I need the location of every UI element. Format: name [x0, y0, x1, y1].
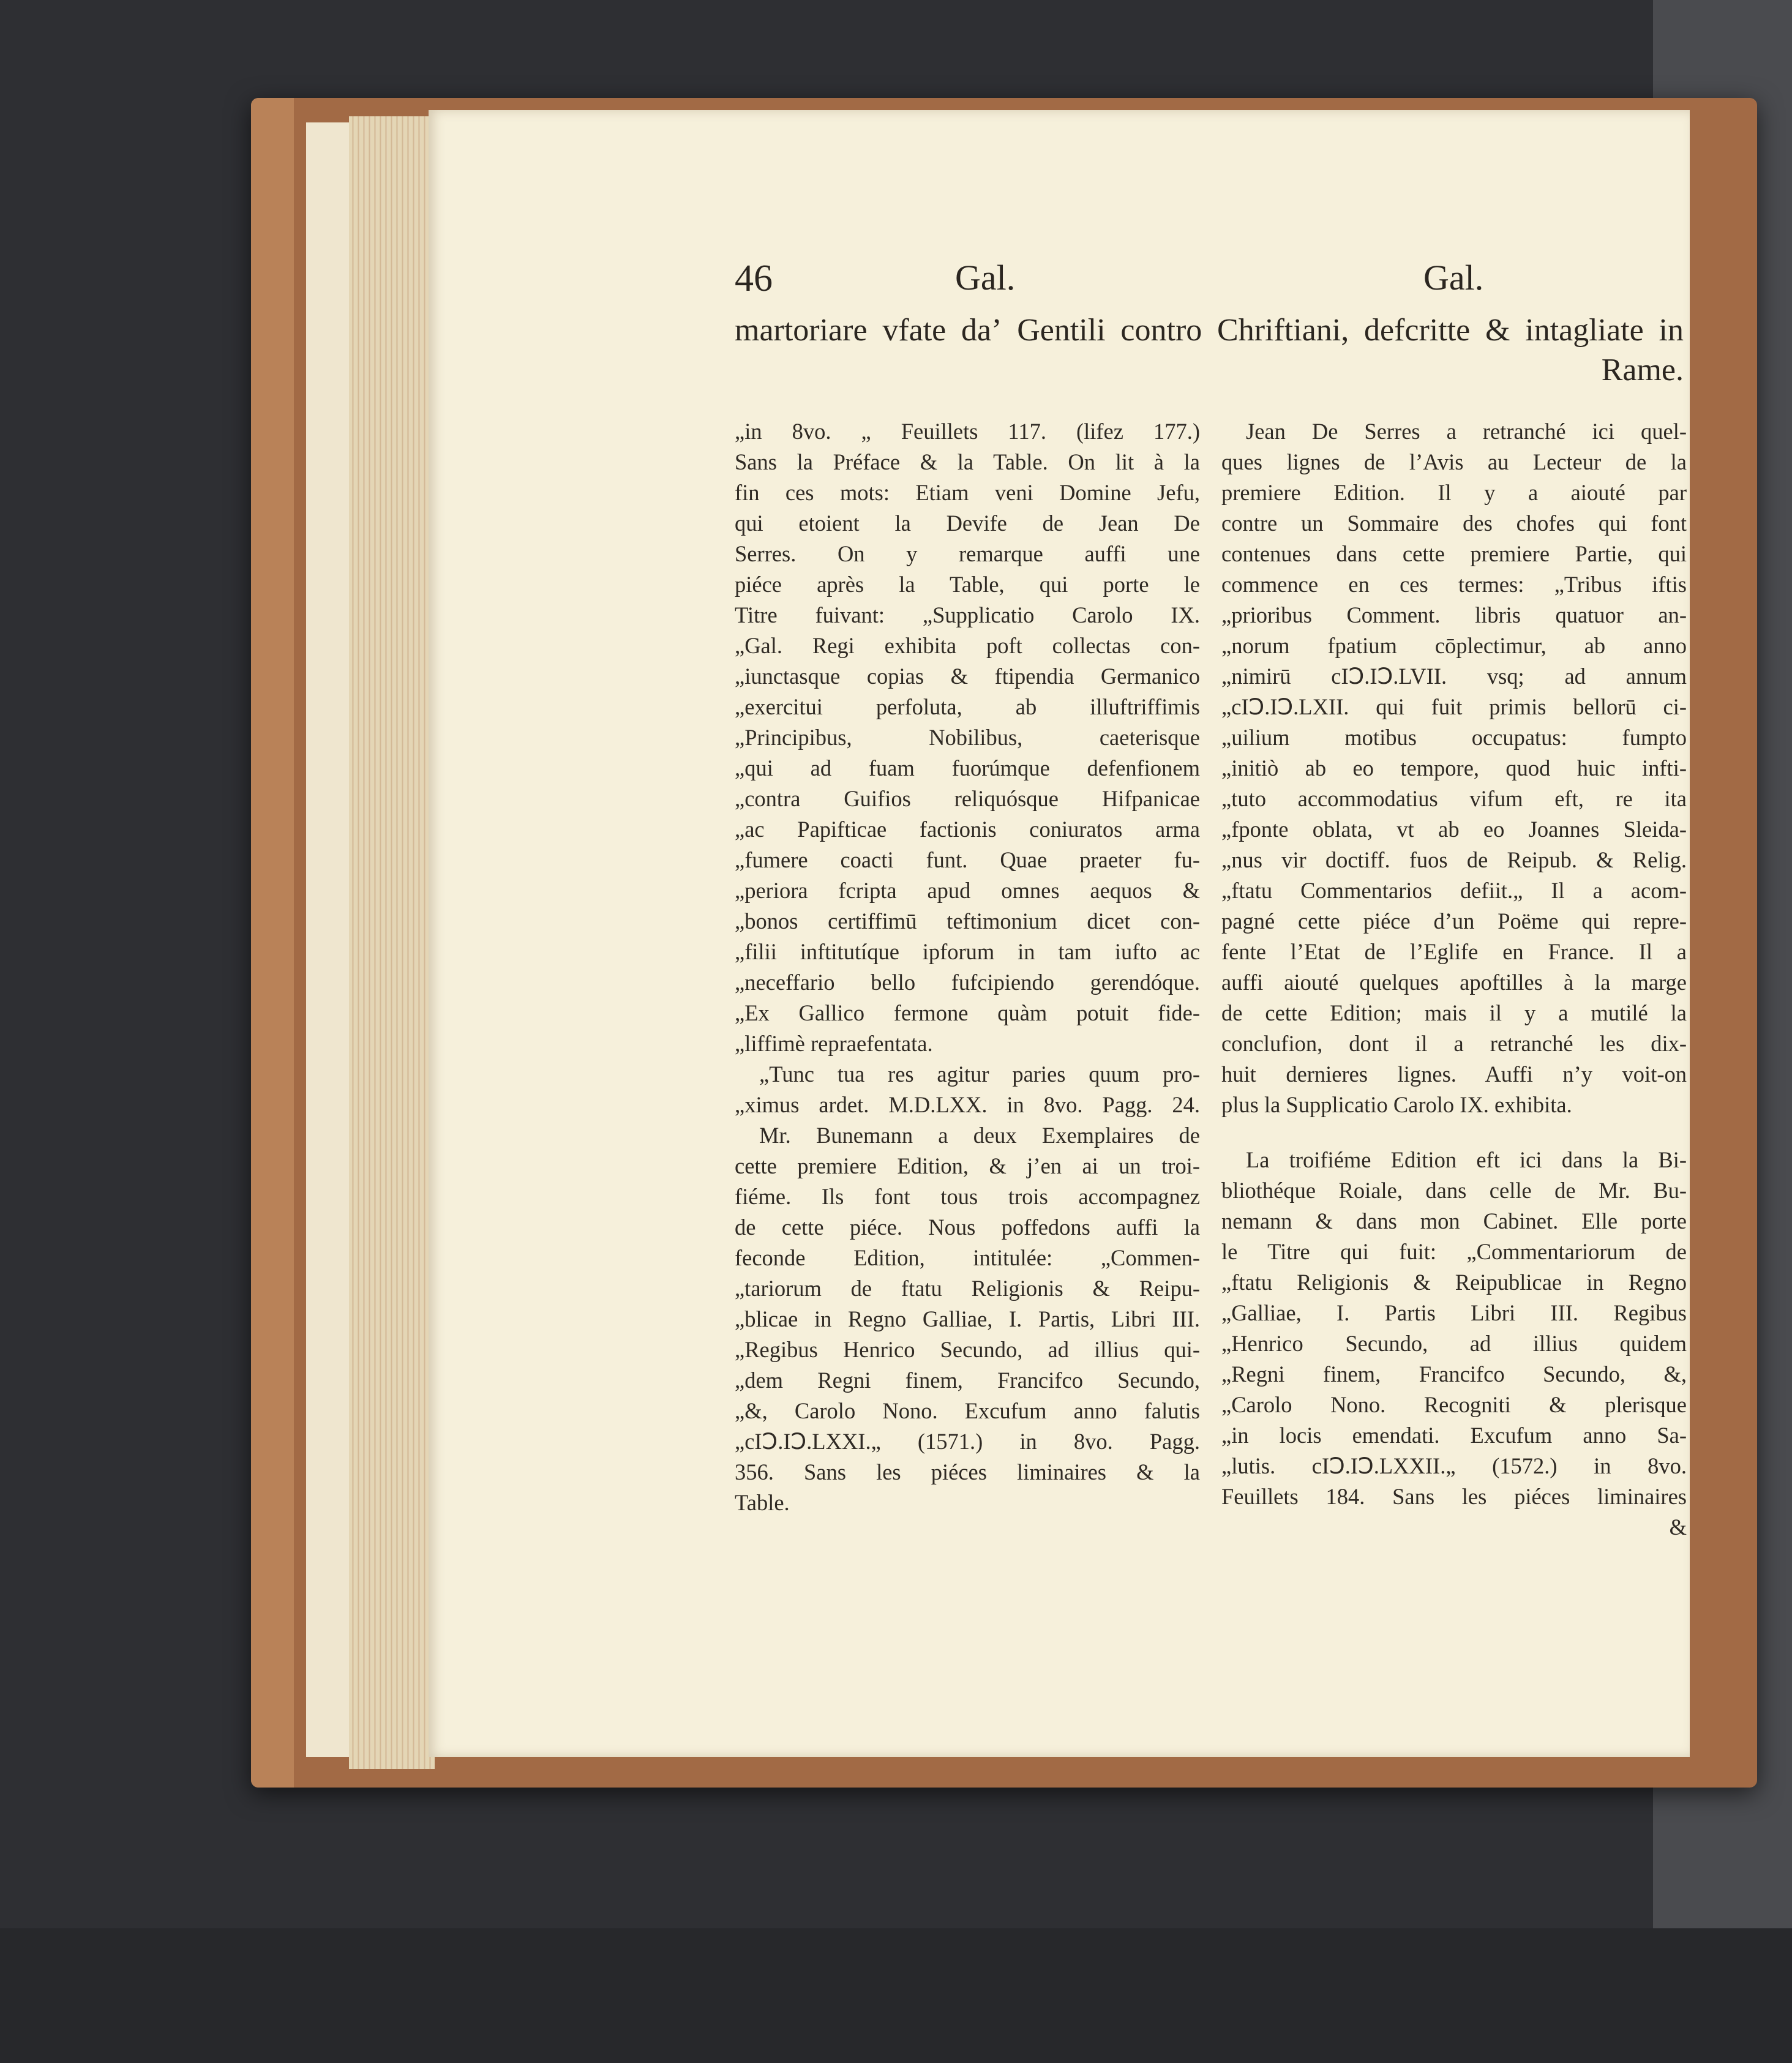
text-line: „qui ad fuam fuorúmque defenfionem — [735, 755, 1200, 781]
title-word: intagliate — [1525, 313, 1644, 348]
text-line: nemann & dans mon Cabinet. Elle porte — [1221, 1208, 1687, 1234]
text-line: fiéme. Ils font tous trois accompagnez — [735, 1184, 1200, 1209]
text-line: „norum fpatium cōplectimur, ab anno — [1221, 633, 1687, 658]
text-line: Jean De Serres a retranché ici quel- — [1246, 419, 1687, 444]
text-line: bliothéque Roiale, dans celle de Mr. Bu- — [1221, 1178, 1687, 1203]
text-line: „tariorum de ftatu Religionis & Reipu- — [735, 1276, 1200, 1301]
page-number: 46 — [735, 258, 773, 299]
running-head-left: Gal. — [955, 258, 1016, 298]
text-line: „Tunc tua res agitur paries quum pro- — [759, 1061, 1200, 1087]
text-line: „initiò ab eo tempore, quod huic infti- — [1221, 755, 1687, 781]
text-line: „contra Guifios reliquósque Hifpanicae — [735, 786, 1200, 811]
title-word: contro — [1120, 313, 1202, 348]
text-line: „Principibus, Nobilibus, caeterisque — [735, 725, 1200, 750]
title-word: defcritte — [1364, 313, 1471, 348]
text-line: huit dernieres lignes. Auffi n’y voit-on — [1221, 1061, 1687, 1087]
text-line: „filii inftitutíque ipforum in tam iufto ac — [735, 939, 1200, 964]
text-line: Mr. Bunemann a deux Exemplaires de — [759, 1123, 1200, 1148]
text-line: pagné cette piéce d’un Poëme qui repre- — [1221, 908, 1687, 934]
text-line: „&, Carolo Nono. Excufum anno falutis — [735, 1398, 1200, 1423]
text-line: 356. Sans les piéces liminaires & la — [735, 1459, 1200, 1485]
text-line: „Regni finem, Francifco Secundo, &, — [1221, 1361, 1687, 1387]
text-line: „iunctasque copias & ftipendia Germanico — [735, 664, 1200, 689]
text-line: „cIↃ.IↃ.LXXI.„ (1571.) in 8vo. Pagg. — [735, 1429, 1200, 1454]
text-line: „fumere coacti funt. Quae praeter fu- — [735, 847, 1200, 872]
text-line: „ac Papifticae factionis coniuratos arma — [735, 817, 1200, 842]
text-line: Table. — [735, 1490, 790, 1515]
text-line: „in locis emendati. Excufum anno Sa- — [1221, 1423, 1687, 1448]
text-line: ques lignes de l’Avis au Lecteur de la — [1221, 449, 1687, 474]
title-word: Gentili — [1017, 313, 1106, 348]
title-word: martoriare — [735, 313, 868, 348]
text-line: „ftatu Religionis & Reipublicae in Regno — [1221, 1270, 1687, 1295]
text-line: „uilium motibus occupatus: fumpto — [1221, 725, 1687, 750]
text-line: contre un Sommaire des chofes qui font — [1221, 511, 1687, 536]
text-line: „in 8vo. „ Feuillets 117. (lifez 177.) — [735, 419, 1200, 444]
text-line: „prioribus Comment. libris quatuor an- — [1221, 602, 1687, 627]
running-head-right: Gal. — [1423, 258, 1484, 298]
text-line: „liffimè repraefentata. — [735, 1031, 933, 1056]
left-column — [735, 416, 1200, 1518]
text-line: conclufion, dont il a retranché les dix- — [1221, 1031, 1687, 1056]
text-line: „lutis. cIↃ.IↃ.LXXII.„ (1572.) in 8vo. — [1221, 1453, 1687, 1478]
text-line: & — [1669, 1514, 1687, 1540]
text-line: contenues dans cette premiere Partie, qui — [1221, 541, 1687, 566]
text-line: de cette Edition; mais il y a mutilé la — [1221, 1000, 1687, 1025]
text-line: „periora fcripta apud omnes aequos & — [735, 878, 1200, 903]
text-line: le Titre qui fuit: „Commentariorum de — [1221, 1239, 1687, 1264]
text-line: „nus vir doctiff. fuos de Reipub. & Relig. — [1221, 847, 1687, 872]
text-line: „Galliae, I. Partis Libri III. Regibus — [1221, 1300, 1687, 1325]
text-line: „nimirū cIↃ.IↃ.LVII. vsq; ad annum — [1221, 664, 1687, 689]
text-line: plus la Supplicatio Carolo IX. exhibita. — [1221, 1092, 1572, 1117]
title-word: vfate — [882, 313, 947, 348]
text-line: „fponte oblata, vt ab eo Joannes Sleida- — [1221, 817, 1687, 842]
text-line: Sans la Préface & la Table. On lit à la — [735, 449, 1200, 474]
text-line: „neceffario bello fufcipiendo gerendóque. — [735, 970, 1200, 995]
text-line: „Henrico Secundo, ad illius quidem — [1221, 1331, 1687, 1356]
text-line: „Carolo Nono. Recogniti & plerisque — [1221, 1392, 1687, 1417]
text-line: cette premiere Edition, & j’en ai un troi- — [735, 1153, 1200, 1178]
title-line-2: Rame. — [1601, 353, 1684, 388]
text-line: „Gal. Regi exhibita poft collectas con- — [735, 633, 1200, 658]
text-line: Feuillets 184. Sans les piéces liminaires — [1221, 1484, 1687, 1509]
text-line: „exercitui perfoluta, ab illuftriffimis — [735, 694, 1200, 719]
text-line: piéce après la Table, qui porte le — [735, 572, 1200, 597]
title-word: da’ — [961, 313, 1002, 348]
text-line: fin ces mots: Etiam veni Domine Jefu, — [735, 480, 1200, 505]
text-line: Serres. On y remarque auffi une — [735, 541, 1200, 566]
text-line: „blicae in Regno Galliae, I. Partis, Libri III. — [735, 1306, 1200, 1331]
text-line: „Ex Gallico fermone quàm potuit fide- — [735, 1000, 1200, 1025]
text-line: premiere Edition. Il y a aiouté par — [1221, 480, 1687, 505]
text-line: „ximus ardet. M.D.LXX. in 8vo. Pagg. 24. — [735, 1092, 1200, 1117]
text-line: de cette piéce. Nous poffedons auffi la — [735, 1215, 1200, 1240]
text-line: commence en ces termes: „Tribus iftis — [1221, 572, 1687, 597]
text-line: La troifiéme Edition eft ici dans la Bi- — [1246, 1147, 1687, 1172]
right-column — [1221, 416, 1687, 1543]
title-word: in — [1659, 313, 1684, 348]
text-line: qui etoient la Devife de Jean De — [735, 511, 1200, 536]
text-line: „dem Regni finem, Francifco Secundo, — [735, 1368, 1200, 1393]
title-word: Chriftiani, — [1217, 313, 1349, 348]
text-line: „cIↃ.IↃ.LXII. qui fuit primis bellorū ci- — [1221, 694, 1687, 719]
text-line: Titre fuivant: „Supplicatio Carolo IX. — [735, 602, 1200, 627]
text-line: auffi aiouté quelques apoftilles à la marge — [1221, 970, 1687, 995]
text-line: „tuto accommodatius vifum eft, re ita — [1221, 786, 1687, 811]
text-line: „Regibus Henrico Secundo, ad illius qui- — [735, 1337, 1200, 1362]
text-line: fente l’Etat de l’Eglife en France. Il a — [1221, 939, 1687, 964]
text-line: „ftatu Commentarios defiit.„ Il a acom- — [1221, 878, 1687, 903]
text-line: feconde Edition, intitulée: „Commen- — [735, 1245, 1200, 1270]
paragraph-gap — [1221, 1120, 1687, 1145]
text-line: „bonos certiffimū teftimonium dicet con- — [735, 908, 1200, 934]
title-line-1 — [735, 312, 1684, 348]
title-word: & — [1485, 313, 1510, 348]
